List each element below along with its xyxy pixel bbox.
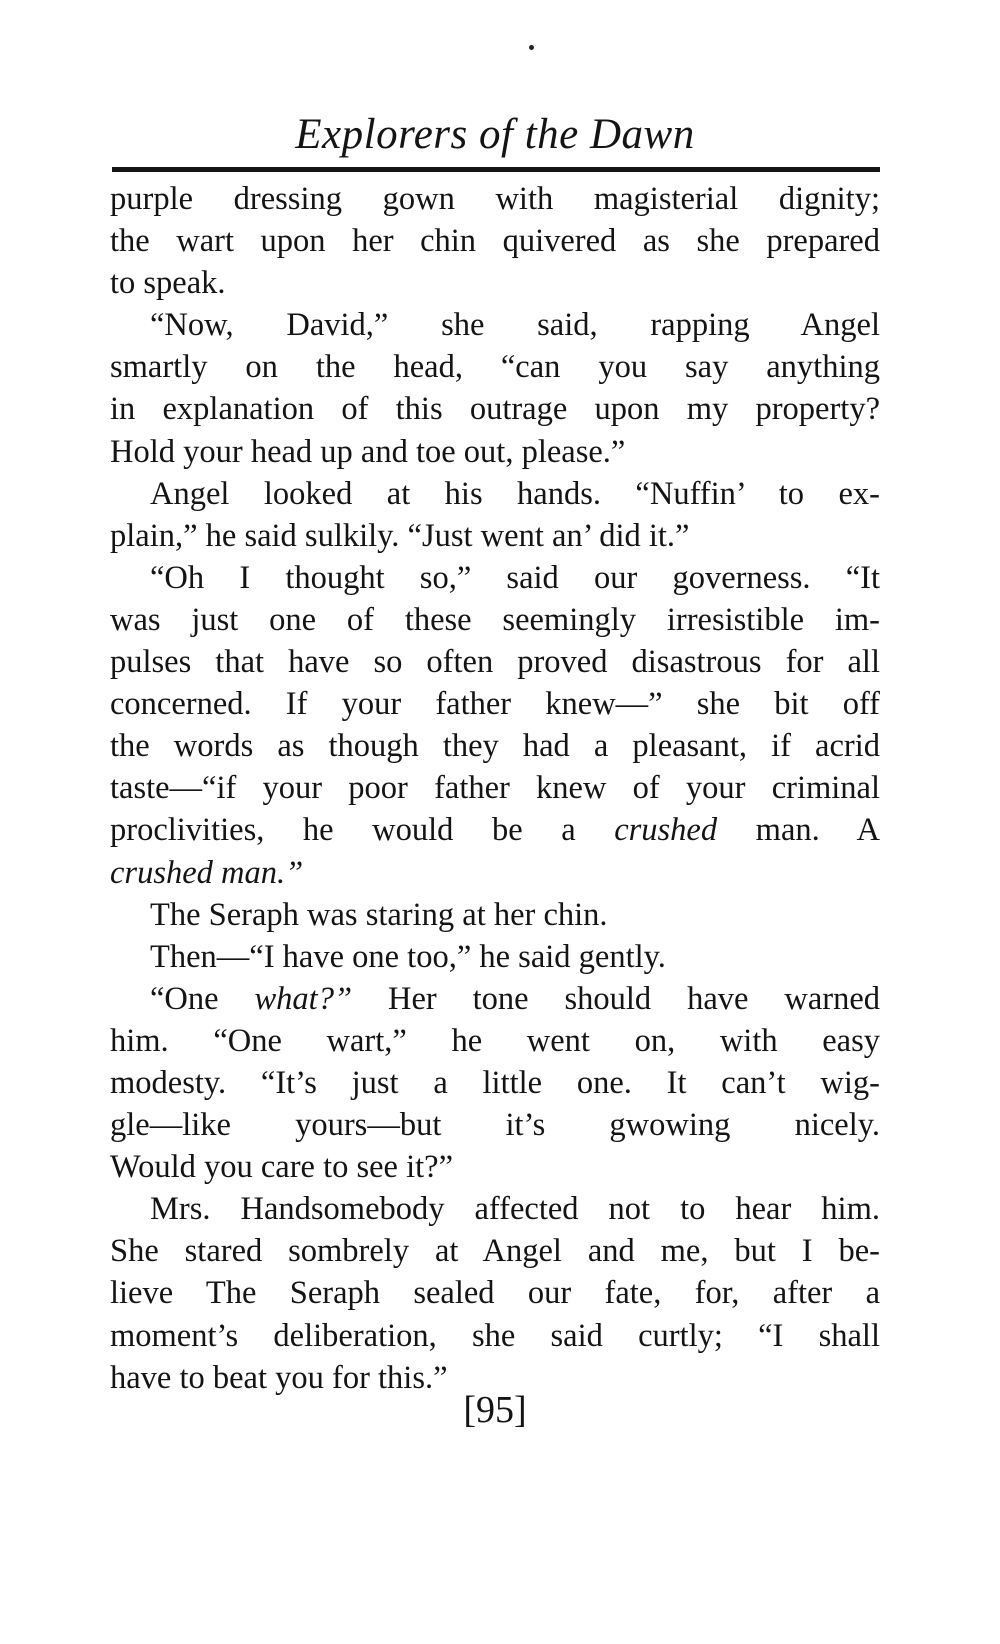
line-text: Mrs. Handsomebody affected not to hear him. (150, 1191, 880, 1228)
line-text: him. “One wart,” he went on, with easy (110, 1022, 880, 1059)
text-line (110, 852, 880, 894)
text-line (110, 1020, 880, 1062)
text-line (110, 641, 880, 683)
line-text: concerned. If your father knew—” she bit off (110, 686, 880, 723)
emphasis-text: crushed (614, 812, 718, 849)
text-line (110, 515, 880, 557)
text-line (110, 262, 880, 304)
text-line (110, 936, 880, 978)
text-line (110, 1062, 880, 1104)
text-line (110, 1230, 880, 1272)
line-text: modesty. “It’s just a little one. It can’t wig- (110, 1064, 880, 1101)
line-text: plain,” he said sulkily. “Just went an’ did it.” (110, 517, 690, 554)
text-line (110, 1315, 880, 1357)
line-text-italic: crushed man.” (110, 854, 304, 891)
line-text: Angel looked at his hands. “Nuffin’ to ex- (150, 475, 880, 512)
text-line (110, 1104, 880, 1146)
line-text: have to beat you for this.” (110, 1359, 448, 1396)
line-text: lieve The Seraph sealed our fate, for, after a (110, 1275, 880, 1312)
text-line (110, 473, 880, 515)
line-text: the wart upon her chin quivered as she prepared (110, 223, 880, 260)
line-text: purple dressing gown with magisterial dignity; (110, 181, 880, 217)
line-text: Her tone should have warned (352, 980, 880, 1017)
line-text: “Oh I thought so,” said our governess. “It (150, 559, 880, 596)
line-text: man. A (717, 812, 880, 849)
line-text: The Seraph was staring at her chin. (150, 896, 608, 933)
page-number: [95] (463, 1389, 527, 1431)
line-text: She stared sombrely at Angel and me, but I be- (110, 1233, 880, 1270)
line-text: proclivities, he would be a (110, 812, 615, 849)
line-text: smartly on the head, “can you say anything (110, 349, 880, 386)
text-line (110, 431, 880, 473)
text-line (110, 304, 880, 346)
line-text: gle—like yours—but it’s gwowing nicely. (110, 1107, 880, 1144)
text-line (110, 388, 880, 430)
line-text: taste—“if your poor father knew of your criminal (110, 770, 880, 807)
text-line (110, 978, 880, 1020)
text-line (110, 725, 880, 767)
text-line (110, 894, 880, 936)
line-text: Then—“I have one too,” he said gently. (150, 938, 666, 975)
header-rule (112, 167, 880, 172)
line-text: “Now, David,” she said, rapping Angel (150, 307, 880, 344)
text-line (110, 1188, 880, 1230)
running-head: Explorers of the Dawn (295, 111, 695, 158)
text-line (110, 1146, 880, 1188)
line-text: in explanation of this outrage upon my property? (110, 391, 880, 428)
ink-speck (529, 45, 534, 50)
line-text: moment’s deliberation, she said curtly; “I shall (110, 1317, 880, 1354)
line-text: to speak. (110, 265, 226, 302)
line-text: the words as though they had a pleasant, if acrid (110, 728, 880, 765)
line-text: pulses that have so often proved disastrous for all (110, 644, 880, 681)
text-line (110, 767, 880, 809)
emphasis-text: what?” (254, 980, 353, 1017)
body-text (110, 178, 880, 1399)
text-line (110, 1272, 880, 1314)
text-line (110, 599, 880, 641)
text-line (110, 346, 880, 388)
line-text: “One (150, 980, 255, 1017)
text-line (110, 809, 880, 851)
text-line (110, 220, 880, 262)
line-text: Hold your head up and toe out, please.” (110, 433, 626, 470)
text-line (110, 557, 880, 599)
line-text: was just one of these seemingly irresistible im- (110, 601, 880, 638)
line-text: Would you care to see it?” (110, 1149, 454, 1186)
text-line (110, 683, 880, 725)
text-line (110, 178, 880, 220)
